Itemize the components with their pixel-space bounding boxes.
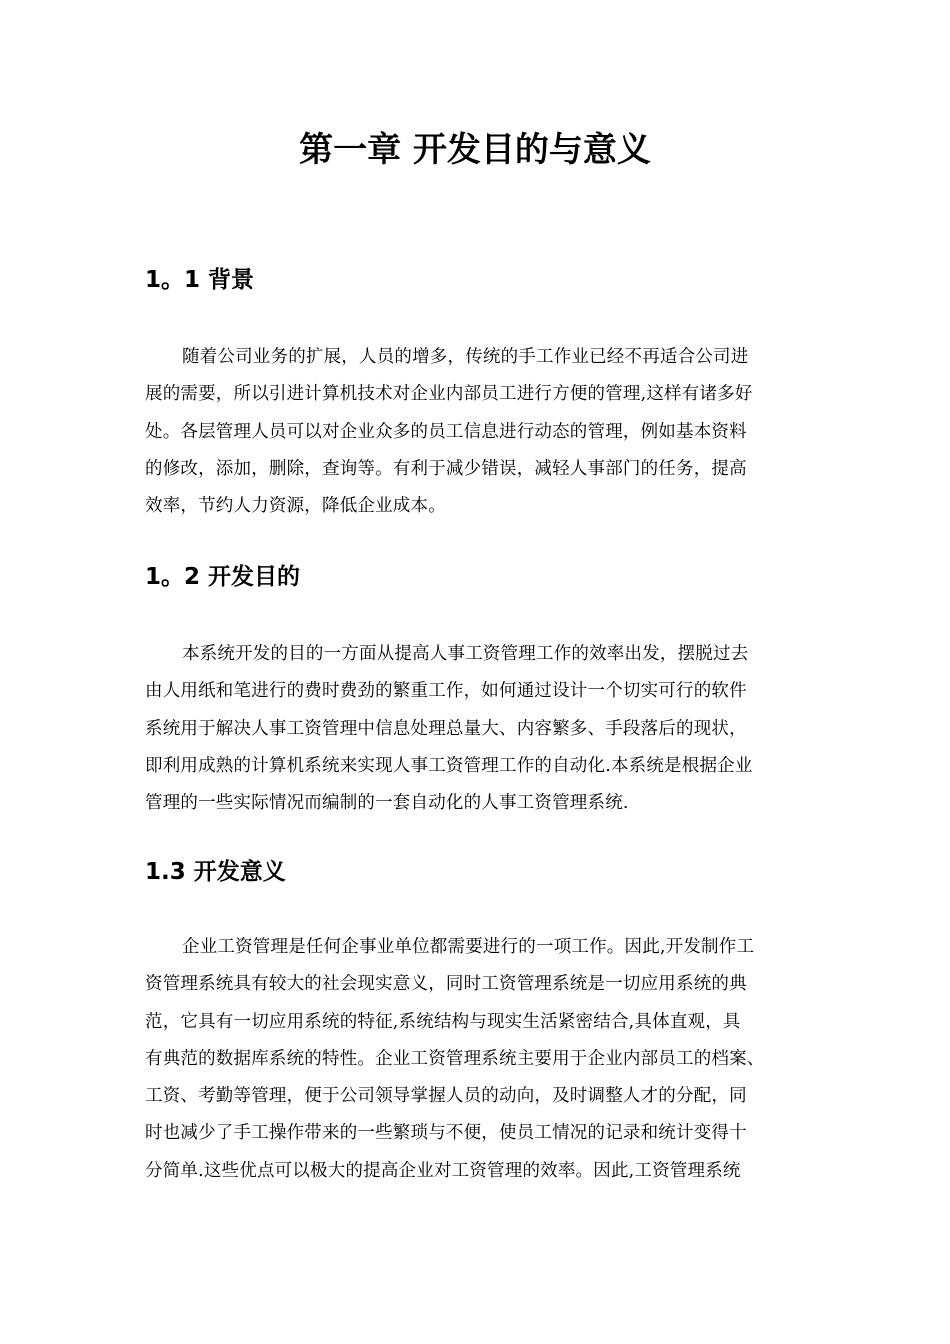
paragraph-line: 有典范的数据库系统的特性。企业工资管理系统主要用于企业内部员工的档案、: [145, 1048, 765, 1069]
paragraph-line: 工资、考勤等管理，便于公司领导掌握人员的动向，及时调整人才的分配，同: [145, 1086, 747, 1107]
paragraph-line: 处。各层管理人员可以对企业众多的员工信息进行动态的管理，例如基本资料: [145, 421, 747, 442]
paragraph-line: 即利用成熟的计算机系统来实现人事工资管理工作的自动化.本系统是根据企业: [145, 755, 753, 776]
paragraph-line: 资管理系统具有较大的社会现实意义，同时工资管理系统是一切应用系统的典: [145, 974, 747, 995]
paragraph-line: 分简单.这些优点可以极大的提高企业对工资管理的效率。因此,工资管理系统: [145, 1160, 741, 1181]
paragraph-line: 展的需要，所以引进计算机技术对企业内部员工进行方便的管理,这样有诸多好: [145, 384, 753, 405]
paragraph-line: 本系统开发的目的一方面从提高人事工资管理工作的效率出发，摆脱过去: [182, 644, 749, 664]
paragraph-line: 时也减少了手工操作带来的一些繁琐与不便，使员工情况的记录和统计变得十: [145, 1123, 747, 1144]
paragraph-background: [145, 339, 810, 525]
paragraph-line: 随着公司业务的扩展，人员的增多，传统的手工作业已经不再适合公司进: [182, 347, 749, 367]
chapter-title: 第一章 开发目的与意义: [299, 130, 651, 170]
paragraph-line: 系统用于解决人事工资管理中信息处理总量大、内容繁多、手段落后的现状，: [145, 718, 747, 739]
paragraph-line: 的修改，添加，删除，查询等。有利于减少错误，减轻人事部门的任务，提高: [145, 458, 747, 479]
paragraph-purpose: [145, 636, 810, 822]
paragraph-line: 管理的一些实际情况而编制的一套自动化的人事工资管理系统.: [145, 793, 629, 814]
section-heading-purpose: 1。2 开发目的: [145, 564, 301, 590]
paragraph-line: 由人用纸和笔进行的费时费劲的繁重工作，如何通过设计一个切实可行的软件: [145, 681, 747, 702]
section-heading-background: 1。1 背景: [145, 267, 255, 293]
paragraph-line: 企业工资管理是任何企事业单位都需要进行的一项工作。因此,开发制作工: [182, 937, 755, 957]
section-heading-significance: 1.3 开发意义: [145, 859, 286, 885]
paragraph-line: 效率，节约人力资源，降低企业成本。: [145, 496, 446, 517]
paragraph-significance: [145, 929, 810, 1190]
paragraph-line: 范，它具有一切应用系统的特征,系统结构与现实生活紧密结合,具体直观，具: [145, 1011, 741, 1032]
